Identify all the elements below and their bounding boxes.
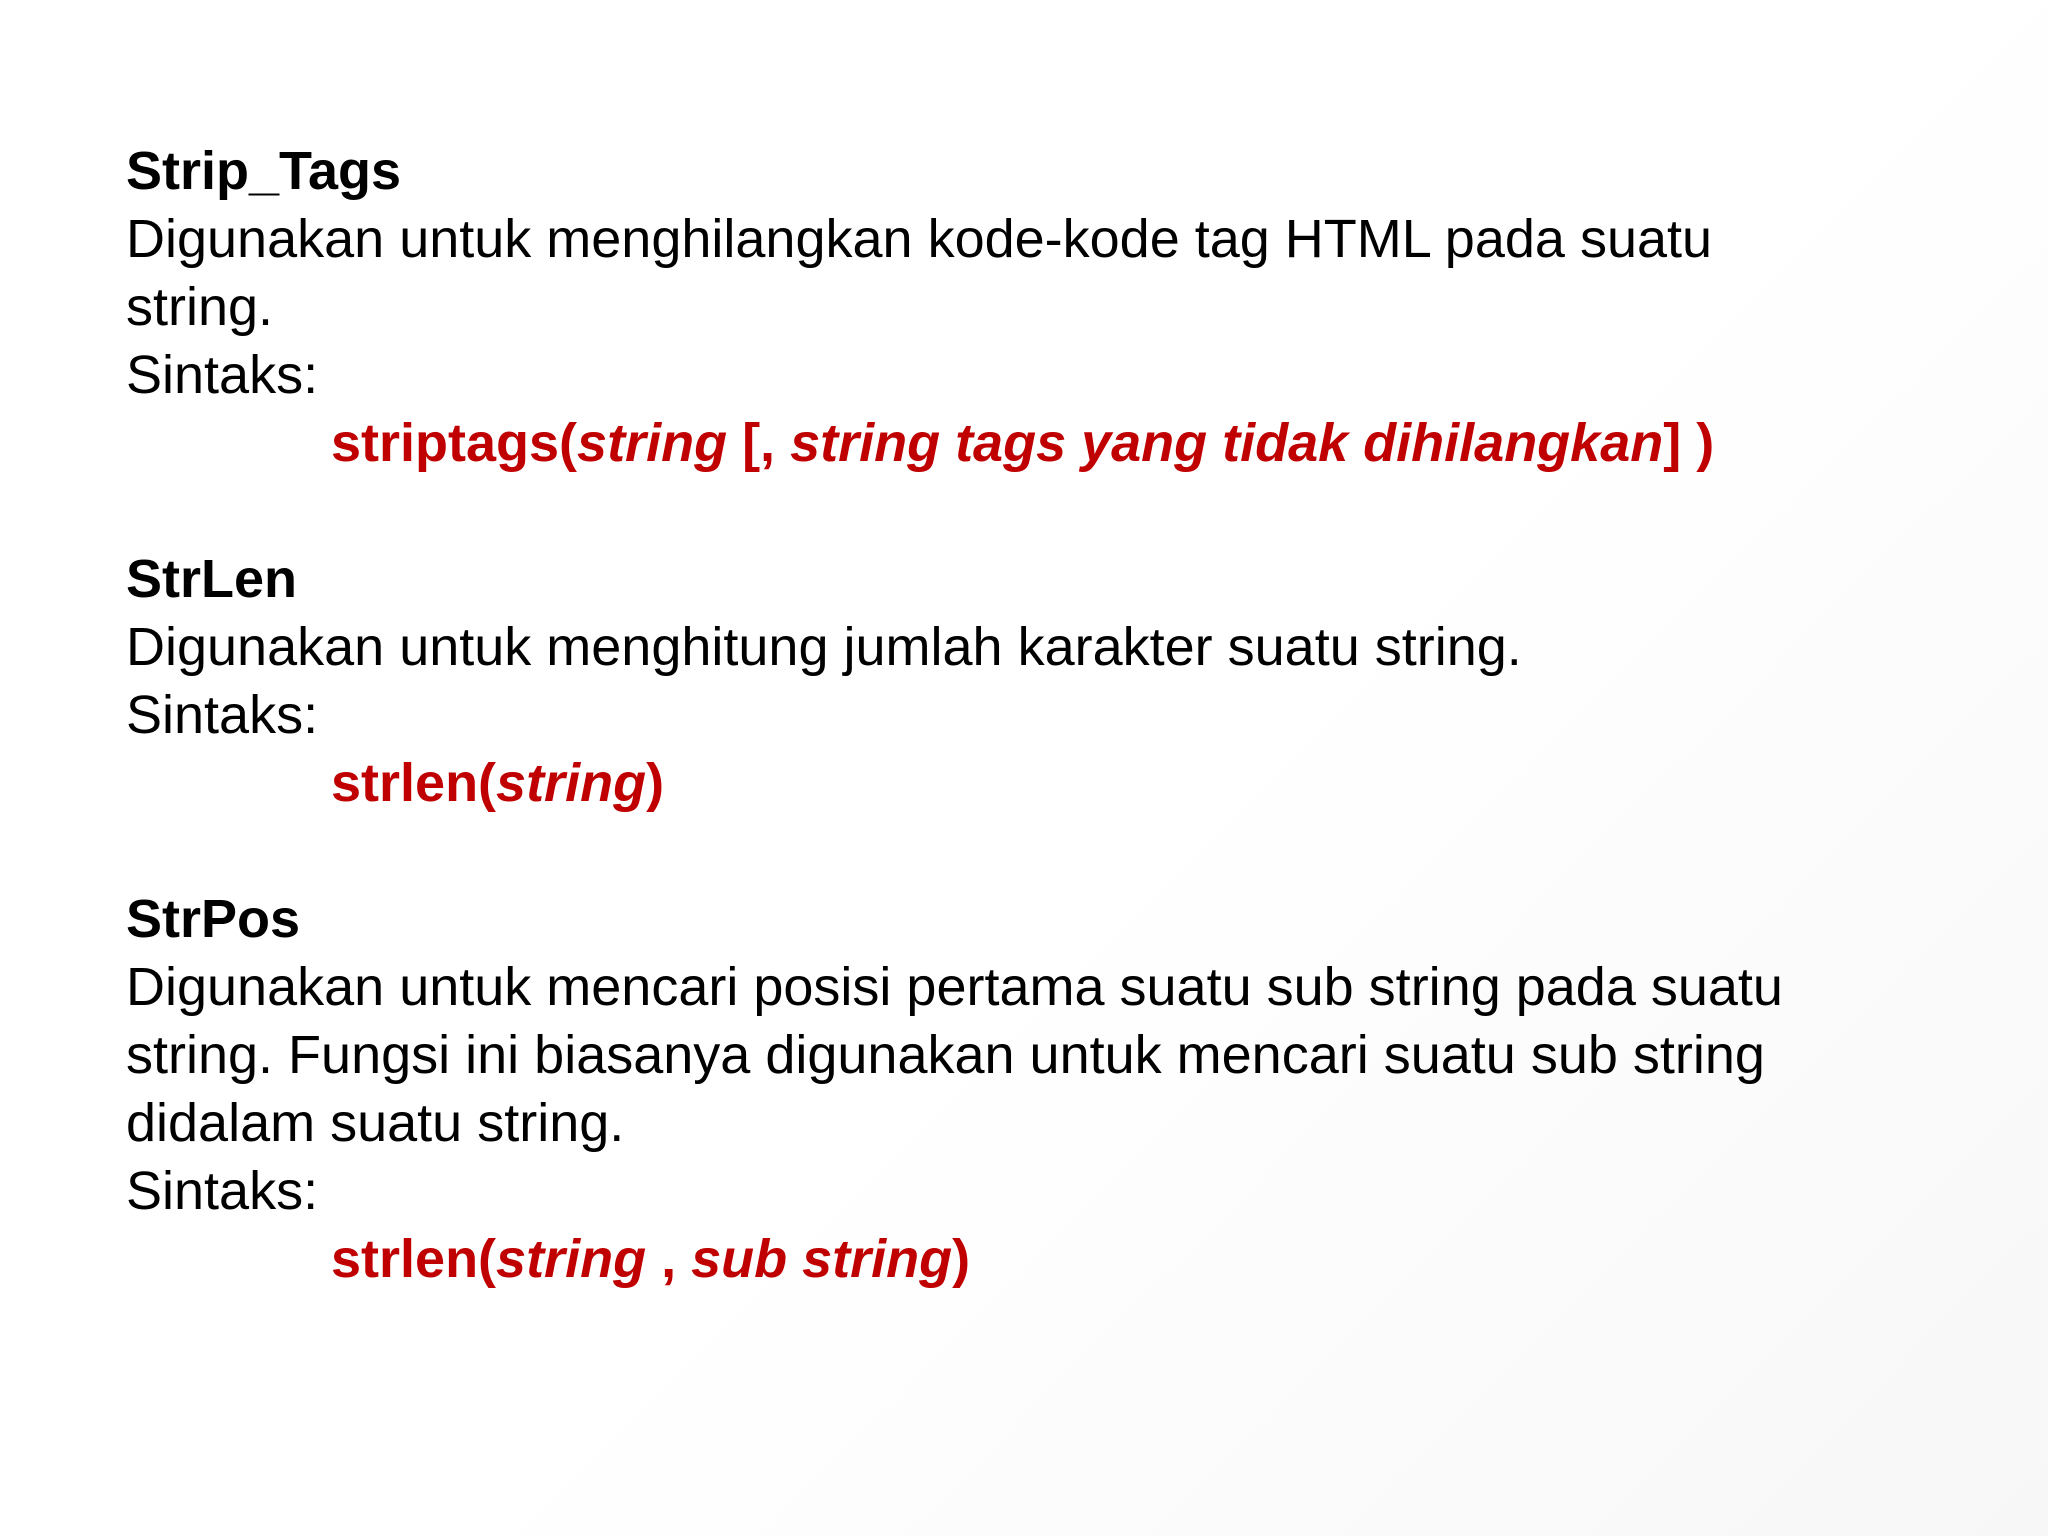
- section-strip-tags: [126, 137, 1966, 477]
- syntax-argument: string: [496, 1229, 647, 1289]
- syntax-label: Sintaks:: [126, 685, 319, 745]
- section-strpos: [126, 885, 1966, 1293]
- syntax-close: ): [952, 1229, 971, 1289]
- section-strlen: [126, 545, 1966, 817]
- syntax-separator: ,: [646, 1229, 692, 1289]
- syntax-argument: string tags yang tidak dihilangkan: [790, 413, 1664, 473]
- syntax-code: [126, 1225, 1966, 1293]
- description-line: Digunakan untuk mencari posisi pertama suatu sub string pada suatu: [126, 957, 1783, 1017]
- syntax-close: ] ): [1663, 413, 1715, 473]
- syntax-code: [126, 749, 1966, 817]
- syntax-argument: string: [577, 413, 728, 473]
- description-line: Digunakan untuk menghitung jumlah karakter suatu string.: [126, 617, 1522, 677]
- syntax-label: Sintaks:: [126, 345, 319, 405]
- description-line: Digunakan untuk menghilangkan kode-kode tag HTML pada suatu: [126, 209, 1713, 269]
- syntax-function: striptags(: [331, 413, 578, 473]
- description-line: string. Fungsi ini biasanya digunakan untuk mencari suatu sub string: [126, 1025, 1765, 1085]
- section-title: Strip_Tags: [126, 141, 402, 201]
- syntax-close: ): [646, 753, 665, 813]
- syntax-function: strlen(: [331, 753, 497, 813]
- syntax-code: [126, 409, 1966, 477]
- syntax-label: Sintaks:: [126, 1161, 319, 1221]
- description-line: string.: [126, 277, 274, 337]
- slide-content: [126, 137, 1966, 1293]
- section-title: StrLen: [126, 549, 298, 609]
- description-line: didalam suatu string.: [126, 1093, 625, 1153]
- section-title: StrPos: [126, 889, 301, 949]
- syntax-argument: string: [496, 753, 647, 813]
- syntax-argument: sub string: [691, 1229, 953, 1289]
- syntax-separator: [,: [727, 413, 791, 473]
- syntax-function: strlen(: [331, 1229, 497, 1289]
